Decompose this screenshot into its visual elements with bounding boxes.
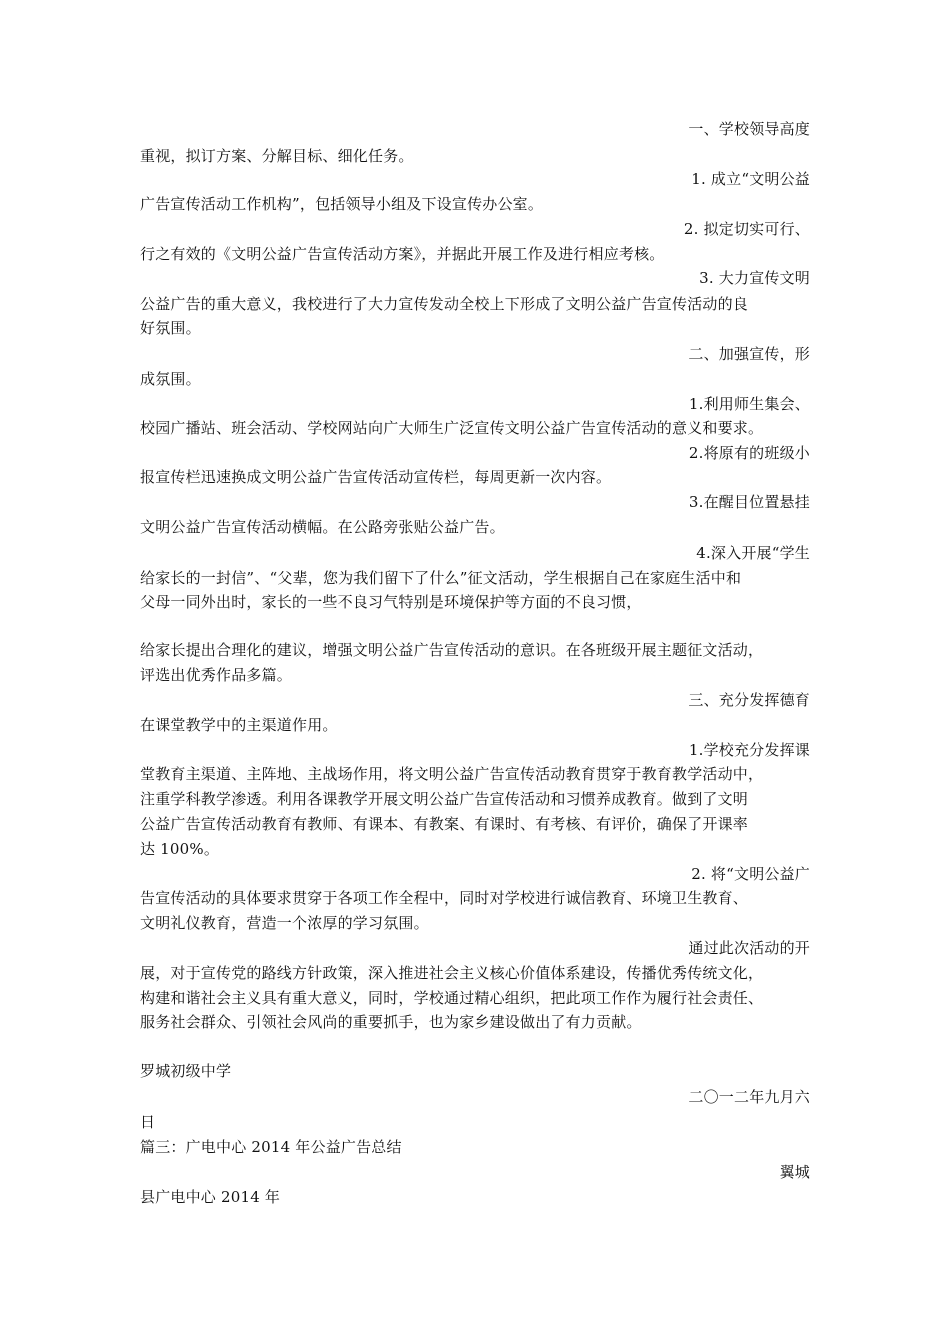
text-line: 行之有效的《文明公益广告宣传活动方案》，并据此开展工作及进行相应考核。 — [140, 245, 665, 263]
list-item-start: 3. 大力宣传文明 — [699, 269, 810, 287]
text-line: 公益广告的重大意义，我校进行了大力宣传发动全校上下形成了文明公益广告宣传活动的良 — [140, 295, 749, 313]
text-line: 达 100%。 — [140, 840, 220, 858]
text-line: 在课堂教学中的主渠道作用。 — [140, 716, 338, 734]
text-line: 公益广告宣传活动教育有教师、有课本、有教案、有课时、有考核、有评价，确保了开课率 — [140, 815, 749, 833]
text-line: 报宣传栏迅速换成文明公益广告宣传活动宣传栏，每周更新一次内容。 — [140, 468, 612, 486]
list-item-start: 4.深入开展“学生 — [696, 544, 810, 562]
text-line: 评选出优秀作品多篇。 — [140, 666, 293, 684]
signature-date: 二〇一二年九月六 — [688, 1088, 810, 1106]
list-item-start: 1. 成立“文明公益 — [691, 170, 810, 188]
signature-org: 罗城初级中学 — [140, 1062, 232, 1080]
text-line: 给家长提出合理化的建议，增强文明公益广告宣传活动的意识。在各班级开展主题征文活动， — [140, 641, 764, 659]
text-line: 广告宣传活动工作机构”，包括领导小组及下设宣传办公室。 — [140, 195, 544, 213]
text-line: 展，对于宣传党的路线方针政策，深入推进社会主义核心价值体系建设，传播优秀传统文化， — [140, 964, 764, 982]
text-line: 成氛围。 — [140, 370, 201, 388]
text-line: 父母一同外出时，家长的一些不良习气特别是环境保护等方面的不良习惯， — [140, 593, 642, 611]
text-line: 告宣传活动的具体要求贯穿于各项工作全程中，同时对学校进行诚信教育、环境卫生教育、 — [140, 889, 749, 907]
text-line: 给家长的一封信”、“父辈，您为我们留下了什么”征文活动，学生根据自己在家庭生活中和 — [140, 569, 742, 587]
list-item-start: 2. 拟定切实可行、 — [683, 220, 810, 238]
section-heading: 一、学校领导高度 — [688, 120, 810, 138]
text-line: 校园广播站、班会活动、学校网站向广大师生广泛宣传文明公益广告宣传活动的意义和要求。 — [140, 419, 764, 437]
text-line: 堂教育主渠道、主阵地、主战场作用，将文明公益广告宣传活动教育贯穿于教育教学活动中， — [140, 765, 764, 783]
text-line: 县广电中心 2014 年 — [140, 1188, 281, 1206]
text-line: 注重学科教学渗透。利用各课教学开展文明公益广告宣传活动和习惯养成教育。做到了文明 — [140, 790, 749, 808]
chapter-title: 篇三：广电中心 2014 年公益广告总结 — [140, 1138, 402, 1156]
text-line: 服务社会群众、引领社会风尚的重要抓手，也为家乡建设做出了有力贡献。 — [140, 1013, 642, 1031]
text-line: 好氛围。 — [140, 319, 201, 337]
list-item-start: 1.学校充分发挥课 — [688, 741, 810, 759]
text-line: 翼城 — [779, 1163, 810, 1181]
list-item-start: 1.利用师生集会、 — [688, 395, 810, 413]
text-line: 构建和谐社会主义具有重大意义，同时，学校通过精心组织，把此项工作作为履行社会责任、 — [140, 989, 764, 1007]
list-item-start: 2. 将“文明公益广 — [691, 865, 810, 883]
list-item-start: 3.在醒目位置悬挂 — [688, 493, 810, 511]
section-heading: 三、充分发挥德育 — [688, 691, 810, 709]
section-heading: 二、加强宣传，形 — [688, 345, 810, 363]
signature-date-cont: 日 — [140, 1113, 156, 1131]
paragraph-start: 通过此次活动的开 — [688, 939, 810, 957]
text-line: 文明公益广告宣传活动横幅。在公路旁张贴公益广告。 — [140, 518, 505, 536]
list-item-start: 2.将原有的班级小 — [688, 444, 810, 462]
text-line: 重视，拟订方案、分解目标、细化任务。 — [140, 147, 414, 165]
text-line: 文明礼仪教育，营造一个浓厚的学习氛围。 — [140, 914, 429, 932]
